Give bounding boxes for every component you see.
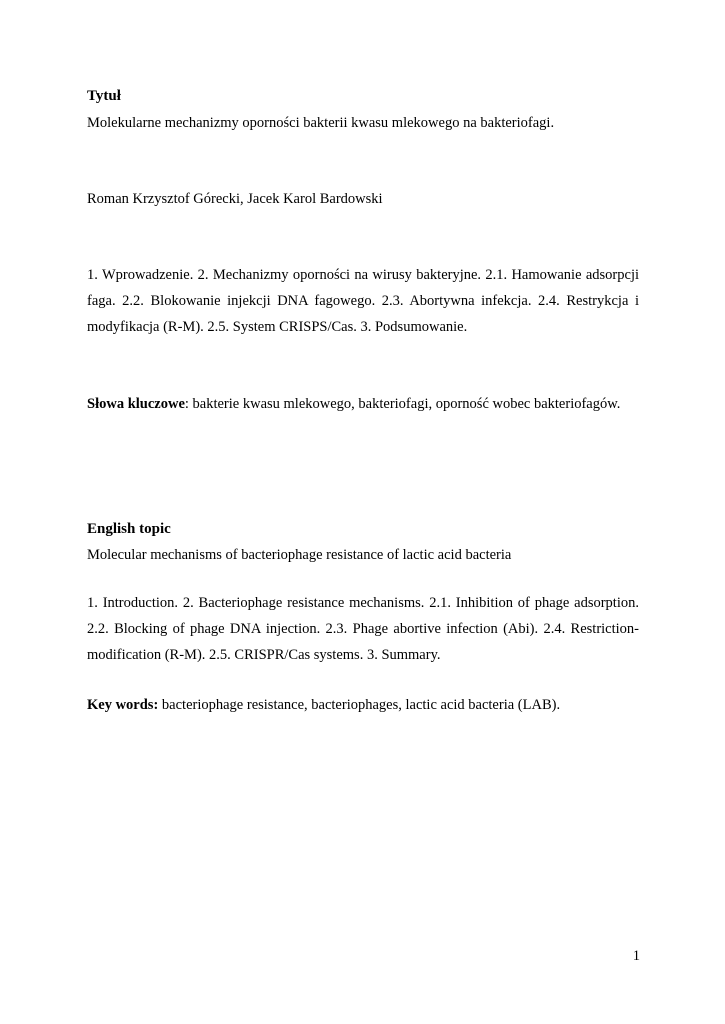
- article-title-polish: Molekularne mechanizmy oporności bakterii kwasu mlekowego na bakteriofagi.: [87, 115, 555, 131]
- article-title-english: Molecular mechanisms of bacteriophage resistance of lactic acid bacteria: [87, 547, 512, 563]
- authors: Roman Krzysztof Górecki, Jacek Karol Bardowski: [87, 191, 383, 207]
- title-heading: Tytuł: [87, 88, 121, 104]
- keywords-polish-text: : bakterie kwasu mlekowego, bakteriofagi, oporność wobec bakteriofagów.: [184, 396, 621, 412]
- keywords-english-text: bacteriophage resistance, bacteriophages, lactic acid bacteria (LAB).: [158, 697, 561, 713]
- english-topic-heading: English topic: [87, 521, 171, 537]
- keywords-polish: [87, 394, 639, 414]
- keywords-english-label: Key words:: [87, 697, 159, 713]
- keywords-polish-label: Słowa kluczowe: [87, 396, 185, 412]
- page-number: 1: [632, 948, 640, 964]
- contents-polish: 1. Wprowadzenie. 2. Mechanizmy oporności na wirusy bakteryjne. 2.1. Hamowanie adsorpcji faga. 2.2. Blokowanie injekcji DNA fagowego. 2.3. Abortywna infekcja. 2.4. Restrykcja i modyfikacja (R-M). 2.5. System CRISPS/Cas. 3. Podsumowanie.: [87, 267, 639, 335]
- keywords-english: [87, 695, 639, 715]
- contents-english: 1. Introduction. 2. Bacteriophage resistance mechanisms. 2.1. Inhibition of phage adsorption. 2.2. Blocking of phage DNA injection. 2.3. Phage abortive infection (Abi). 2.4. Restriction-modification (R-M). 2.5. CRISPR/Cas systems. 3. Summary.: [87, 595, 639, 663]
